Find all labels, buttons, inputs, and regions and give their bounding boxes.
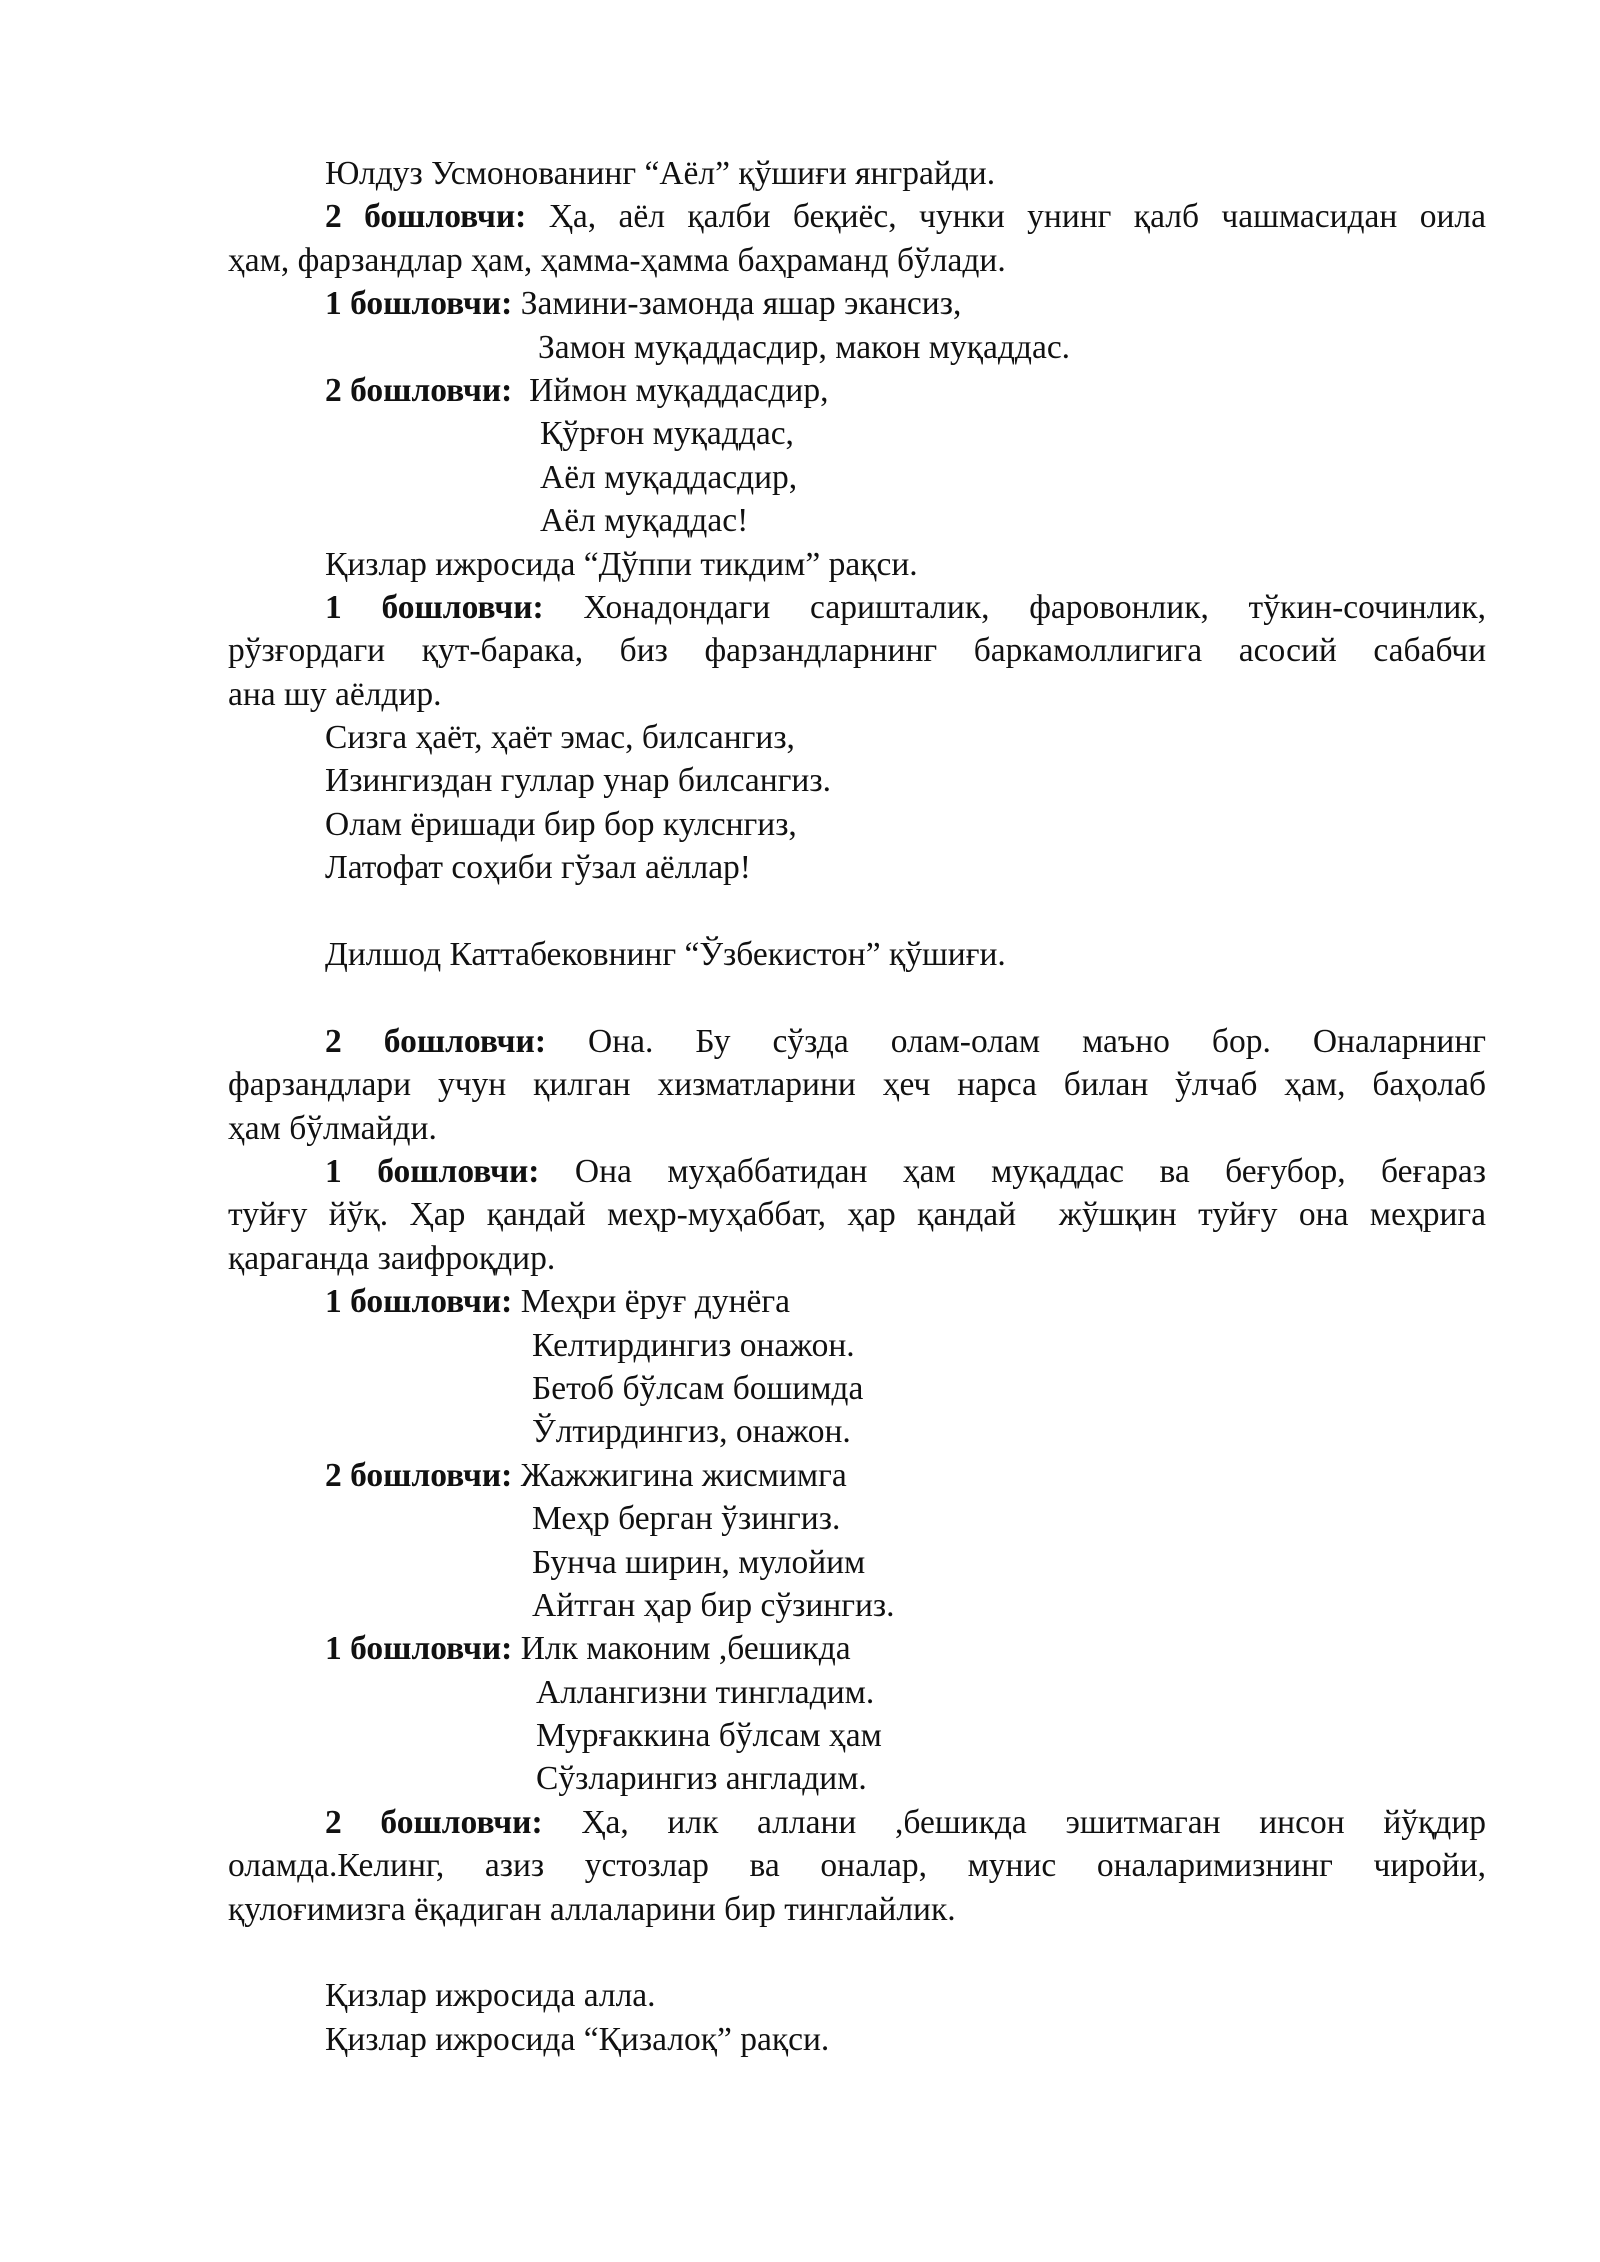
paragraph-song-announcement: Дилшод Каттабековнинг “Ўзбекистон” қўшиғи. [325, 936, 1006, 974]
verse-line: Изингиздан гуллар унар билсангиз. [325, 762, 831, 800]
verse-line: Аллангизни тингладим. [536, 1673, 875, 1711]
blank-line [228, 976, 1486, 1019]
paragraph-line: туйғу йўқ. Ҳар қандай меҳр-муҳаббат, ҳар қандай жўшқин туйғу она меҳрига [228, 1196, 1486, 1234]
verse-line: Қўрғон муқаддас, [540, 415, 794, 453]
paragraph-dance-announcement: Қизлар ижросида “Қизалоқ” рақси. [325, 2020, 830, 2058]
speaker-label: 2 бошловчи: [325, 371, 513, 409]
blank-line [228, 890, 1486, 933]
verse-line: Меҳр берган ўзингиз. [532, 1500, 841, 1538]
paragraph-line: 2 бошловчи: Иймон муқаддасдир, [325, 371, 829, 409]
verse-line: Келтирдингиз онажон. [532, 1326, 855, 1364]
verse-line: Мурғаккина бўлсам ҳам [536, 1717, 882, 1755]
speaker-label: 1 бошловчи: [325, 285, 513, 323]
speaker-label: 2 бошловчи: [325, 1456, 513, 1494]
verse-line: Айтган ҳар бир сўзингиз. [532, 1586, 895, 1624]
paragraph-line: 2 бошловчи: Ҳа, илк аллани ,бешикда эшитмаган инсон йўқдир [325, 1803, 1486, 1841]
paragraph-line: 2 бошловчи: Ҳа, аёл қалби беқиёс, чунки унинг қалб чашмасидан оила [325, 198, 1486, 236]
paragraph-song-announcement: Юлдуз Усмонованинг “Аёл” қўшиғи янграйди. [325, 155, 996, 192]
paragraph-line: қараганда заифроқдир. [228, 1239, 556, 1277]
paragraph-line: ҳам бўлмайди. [228, 1109, 437, 1147]
speaker-label: 1 бошловчи: [325, 588, 544, 626]
verse-line: Олам ёришади бир бор кулснгиз, [325, 805, 797, 843]
speaker-label: 2 бошловчи: [325, 198, 527, 236]
paragraph-line: рўзғордаги қут-барака, биз фарзандларнинг баркамоллигига асосий сабабчи [228, 632, 1486, 670]
paragraph-line: 1 бошловчи: Меҳри ёруғ дунёга [325, 1283, 790, 1321]
verse-line: Аёл муқаддасдир, [540, 458, 798, 496]
paragraph-line: ана шу аёлдир. [228, 675, 442, 713]
blank-line [228, 1931, 1486, 1974]
paragraph-dance-announcement: Қизлар ижросида “Дўппи тикдим” рақси. [325, 545, 918, 583]
verse-line: Замон муқаддасдир, макон муқаддас. [538, 328, 1071, 366]
document-page [228, 152, 1486, 2061]
paragraph-line: 1 бошловчи: Она муҳаббатидан ҳам муқаддас ва беғубор, беғараз [325, 1152, 1486, 1190]
paragraph-line: қулоғимизга ёқадиган аллаларини бир тинглайлик. [228, 1890, 956, 1928]
verse-line: Ўлтирдингиз, онажон. [532, 1413, 851, 1451]
paragraph-line: оламда.Келинг, азиз устозлар ва оналар, мунис оналаримизнинг чиройи, [228, 1847, 1486, 1885]
paragraph-line: 1 бошловчи: Илк маконим ,бешикда [325, 1630, 851, 1668]
paragraph-line: 2 бошловчи: Жажжигина жисмимга [325, 1456, 847, 1494]
paragraph-line: 1 бошловчи: Хонадондаги сариштaлик, фаровонлик, тўкин-сочинлик, [325, 588, 1486, 626]
verse-line: Сизга ҳаёт, ҳаёт эмас, билсангиз, [325, 719, 795, 757]
speaker-label: 1 бошловчи: [325, 1152, 540, 1190]
paragraph-lullaby-announcement: Қизлар ижросида алла. [325, 1977, 656, 2015]
verse-line: Бетоб бўлсам бошимда [532, 1369, 864, 1407]
verse-line: Бунча ширин, мулойим [532, 1543, 866, 1581]
paragraph-line: фарзандлари учун қилган хизматларини ҳеч нарса билан ўлчаб ҳам, баҳолаб [228, 1066, 1486, 1104]
speaker-label: 2 бошловчи: [325, 1803, 543, 1841]
speaker-label: 2 бошловчи: [325, 1022, 546, 1060]
speaker-label: 1 бошловчи: [325, 1630, 513, 1668]
speaker-label: 1 бошловчи: [325, 1283, 513, 1321]
paragraph-line: 2 бошловчи: Она. Бу сўзда олам-олам маъно бор. Оналарнинг [325, 1022, 1486, 1060]
verse-line: Аёл муқаддас! [540, 502, 749, 540]
verse-line: Сўзларингиз англадим. [536, 1760, 867, 1798]
verse-line: Латофат соҳиби гўзал аёллар! [325, 849, 751, 887]
paragraph-line: ҳам, фарзандлар ҳам, ҳамма-ҳамма баҳраманд бўлади. [228, 241, 1006, 279]
paragraph-line: 1 бошловчи: Замини-замонда яшар экансиз, [325, 285, 962, 323]
